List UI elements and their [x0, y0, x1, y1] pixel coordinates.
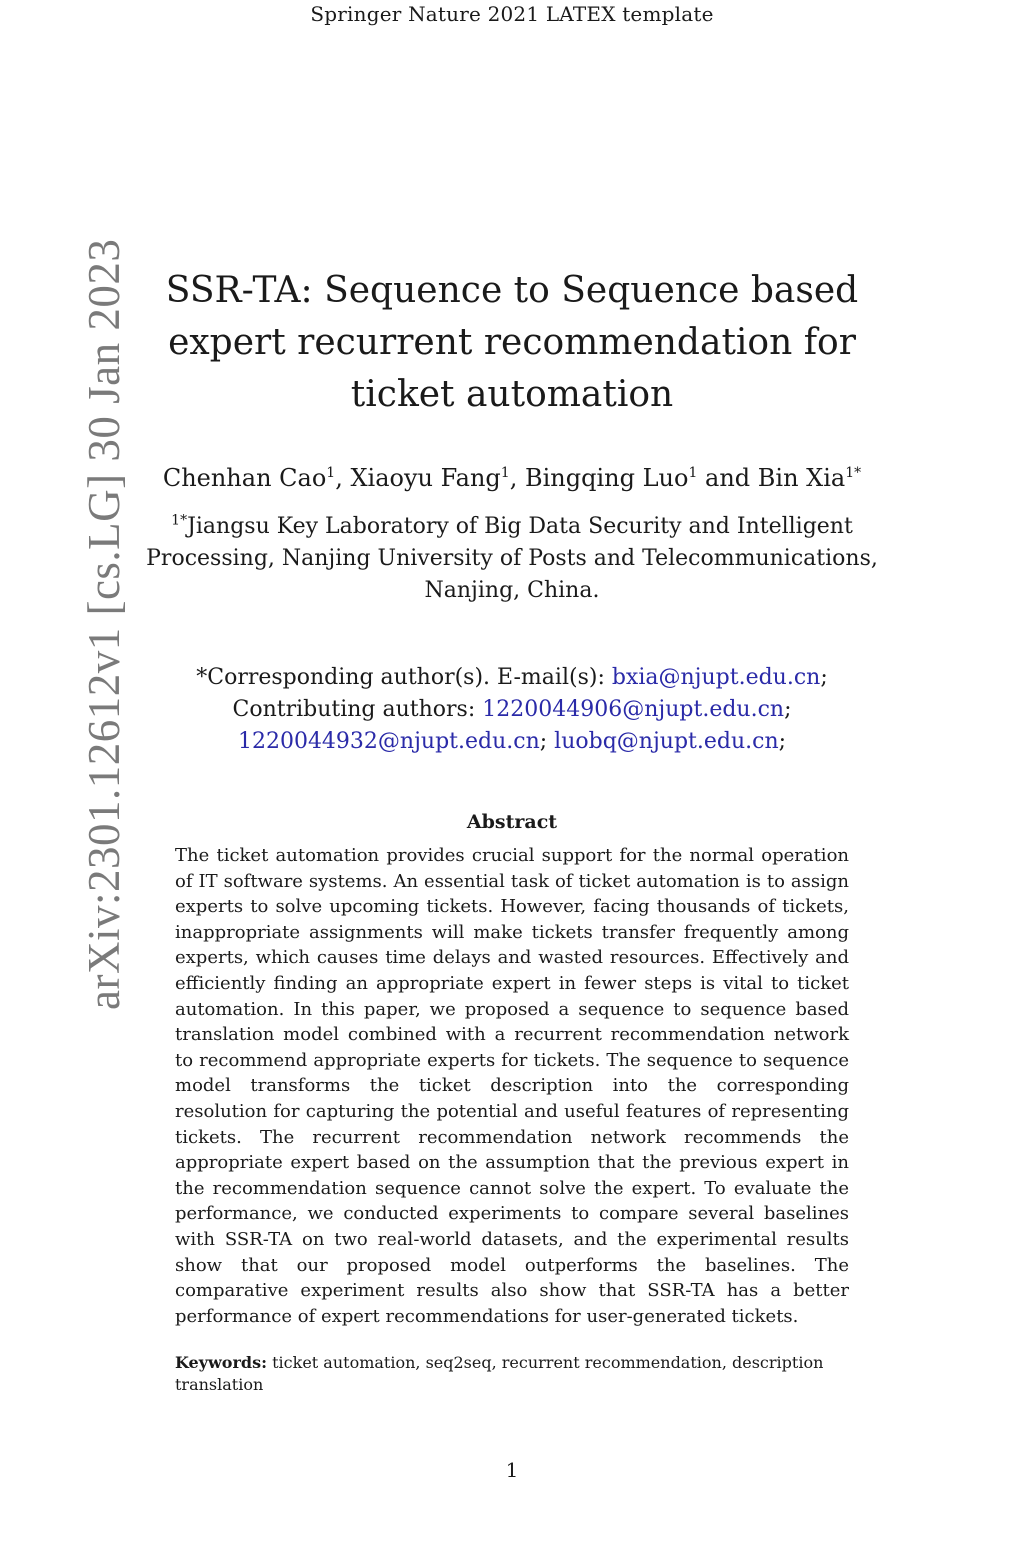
running-head: Springer Nature 2021 LATEX template — [310, 2, 714, 26]
keywords — [175, 1352, 849, 1396]
author-list — [120, 461, 904, 495]
corresponding-label: *Corresponding author(s). E-mail(s): — [196, 665, 612, 690]
author-name: Bingqing Luo — [524, 464, 689, 492]
contributing-email-link[interactable]: 1220044932@njupt.edu.cn — [237, 729, 540, 754]
contributing-label: Contributing authors: — [232, 697, 483, 722]
abstract-body: The ticket automation provides crucial support for the normal operation of IT software systems. An essential task of ticket automation is to assign experts to solve upcoming tickets. However, facing thousands of tickets, inappropriate assignments will make tickets transfer frequently among experts, which causes time delays and wasted resources. Effectively and efficiently finding an appropriate expert in fewer steps is vital to ticket automation. In this paper, we proposed a sequence to sequence based translation model combined with a recurrent recommendation network to recommend appropriate experts for tickets. The sequence to sequence model transforms the ticket description into the corresponding resolution for capturing the potential and useful features of representing tickets. The recurrent recommendation network recommends the appropriate expert based on the assumption that the previous expert in the recommendation sequence cannot solve the expert. To evaluate the performance, we conducted experiments to compare several baselines with SSR-TA on two real-world datasets, and the experimental results show that our proposed model outperforms the baselines. The comparative experiment results also show that SSR-TA has a better performance of expert recommendations for user-generated tickets. — [175, 845, 849, 1327]
author-affiliation-mark: 1 — [326, 465, 336, 481]
keywords-label: Keywords: — [175, 1353, 268, 1372]
author-separator: , — [335, 464, 351, 492]
author-affiliation-mark: 1 — [688, 465, 698, 481]
author-affiliation-mark: 1* — [845, 465, 862, 481]
author-separator: , — [509, 464, 525, 492]
author-name: Bin Xia — [757, 464, 846, 492]
author-name: Chenhan Cao — [162, 464, 327, 492]
page-number: 1 — [505, 1458, 519, 1482]
correspondence-block: *Corresponding author(s). E-mail(s): bxia@njupt.edu.cn; Contributing authors: 1220044906@njupt.edu.cn; 1220044932@njupt.edu.cn; luobq@njupt.edu.cn; — [196, 665, 828, 754]
corresponding-email-link[interactable]: bxia@njupt.edu.cn — [611, 665, 821, 690]
arxiv-stamp: arXiv:2301.12612v1 [cs.LG] 30 Jan 2023 — [79, 238, 129, 1010]
author-separator: and — [697, 464, 758, 492]
paper-title: SSR-TA: Sequence to Sequence based expert recurrent recommendation for ticket automation — [165, 270, 859, 415]
contributing-email-link[interactable]: luobq@njupt.edu.cn — [554, 729, 779, 754]
affiliation — [120, 511, 904, 607]
author-affiliation-mark: 1 — [500, 465, 510, 481]
contributing-email-link[interactable]: 1220044906@njupt.edu.cn — [482, 697, 785, 722]
keywords-text: ticket automation, seq2seq, recurrent recommendation, description translation — [175, 1353, 824, 1394]
abstract-heading: Abstract — [466, 811, 558, 833]
author-name: Xiaoyu Fang — [350, 464, 501, 492]
affiliation-mark: 1* — [171, 512, 188, 529]
affiliation-text: Jiangsu Key Laboratory of Big Data Security and Intelligent Processing, Nanjing University of Posts and Telecommunications, Nanjing, China. — [146, 514, 878, 603]
